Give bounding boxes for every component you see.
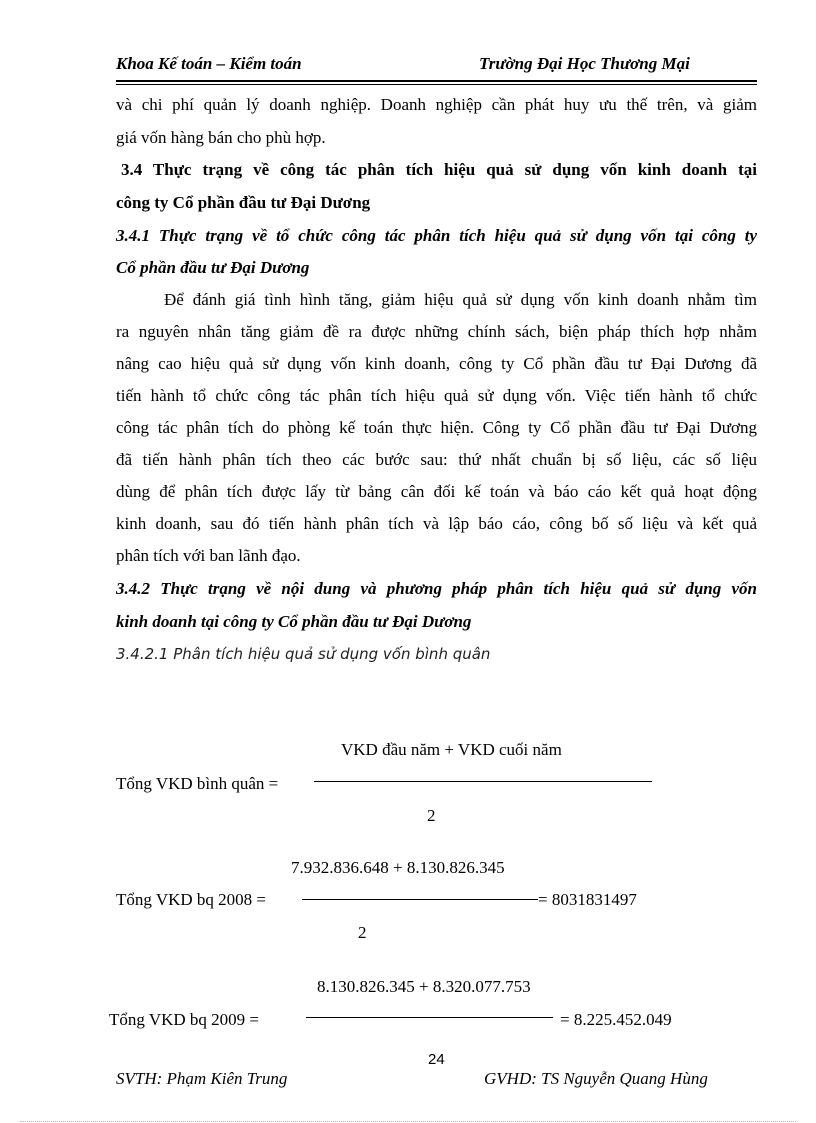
- subsection-heading: kinh doanh tại công ty Cổ phần đầu tư Đại Dương: [116, 612, 472, 631]
- formula-denominator: 2: [427, 806, 436, 825]
- header-rule-thick: [116, 80, 757, 82]
- footer-student: SVTH: Phạm Kiên Trung: [116, 1069, 288, 1088]
- paragraph-line: đã tiến hành phân tích theo các bước sau: thứ nhất chuẩn bị số liệu, các số liệu: [116, 450, 757, 469]
- formula-label: Tổng VKD bq 2009 =: [109, 1010, 259, 1029]
- formula-label: Tổng VKD bq 2008 =: [116, 890, 266, 909]
- page-number: 24: [428, 1051, 445, 1068]
- header-rule-thin: [116, 84, 757, 85]
- body-line: và chi phí quản lý doanh nghiệp. Doanh nghiệp cần phát huy ưu thế trên, và giảm: [116, 95, 757, 114]
- fraction-bar: [302, 899, 538, 900]
- formula-label: Tổng VKD bình quân =: [116, 774, 279, 793]
- subsection-heading: Cổ phần đầu tư Đại Dương: [116, 258, 310, 277]
- subsection-heading: 3.4.1 Thực trạng về tổ chức công tác phân tích hiệu quả sử dụng vốn tại công ty: [116, 226, 757, 245]
- paragraph-line: phân tích với ban lãnh đạo.: [116, 546, 301, 565]
- section-heading: công ty Cổ phần đầu tư Đại Dương: [116, 193, 371, 212]
- paragraph-line: tiến hành tổ chức công tác phân tích hiệu quả sử dụng vốn. Việc tiến hành tổ chức: [116, 386, 757, 405]
- body-line: giá vốn hàng bán cho phù hợp.: [116, 128, 326, 147]
- formula-numerator: VKD đầu năm + VKD cuối năm: [341, 740, 562, 759]
- paragraph-line: dùng để phân tích được lấy từ bảng cân đối kế toán và báo cáo kết quả hoạt động: [116, 482, 757, 501]
- sub-subsection-heading: 3.4.2.1 Phân tích hiệu quả sử dụng vốn bình quân: [116, 645, 491, 663]
- paragraph-line: Để đánh giá tình hình tăng, giảm hiệu quả sử dụng vốn kinh doanh nhằm tìm: [164, 290, 757, 309]
- paragraph-line: ra nguyên nhân tăng giảm đề ra được những chính sách, biện pháp thích hợp nhằm: [116, 322, 757, 341]
- footer-advisor: GVHD: TS Nguyễn Quang Hùng: [484, 1069, 708, 1088]
- header-university: Trường Đại Học Thương Mại: [479, 54, 690, 73]
- formula-numerator: 8.130.826.345 + 8.320.077.753: [317, 977, 531, 996]
- page-edge-divider: [20, 1121, 796, 1122]
- formula-result: = 8.225.452.049: [560, 1010, 672, 1029]
- fraction-bar: [306, 1017, 553, 1018]
- formula-numerator: 7.932.836.648 + 8.130.826.345: [291, 858, 505, 877]
- paragraph-line: nâng cao hiệu quả sử dụng vốn kinh doanh, công ty Cổ phần đầu tư Đại Dương đã: [116, 354, 757, 373]
- paragraph-line: công tác phân tích do phòng kế toán thực hiện. Công ty Cổ phần đầu tư Đại Dương: [116, 418, 757, 437]
- fraction-bar: [314, 781, 652, 782]
- header-faculty: Khoa Kế toán – Kiểm toán: [116, 54, 302, 73]
- subsection-heading: 3.4.2 Thực trạng về nội dung và phương pháp phân tích hiệu quả sử dụng vốn: [116, 579, 757, 598]
- formula-result: = 8031831497: [538, 890, 637, 909]
- paragraph-line: kinh doanh, sau đó tiến hành phân tích và lập báo cáo, công bố số liệu và kết quả: [116, 514, 757, 533]
- formula-denominator: 2: [358, 923, 367, 942]
- section-heading: 3.4 Thực trạng về công tác phân tích hiệu quả sử dụng vốn kinh doanh tại: [121, 160, 757, 179]
